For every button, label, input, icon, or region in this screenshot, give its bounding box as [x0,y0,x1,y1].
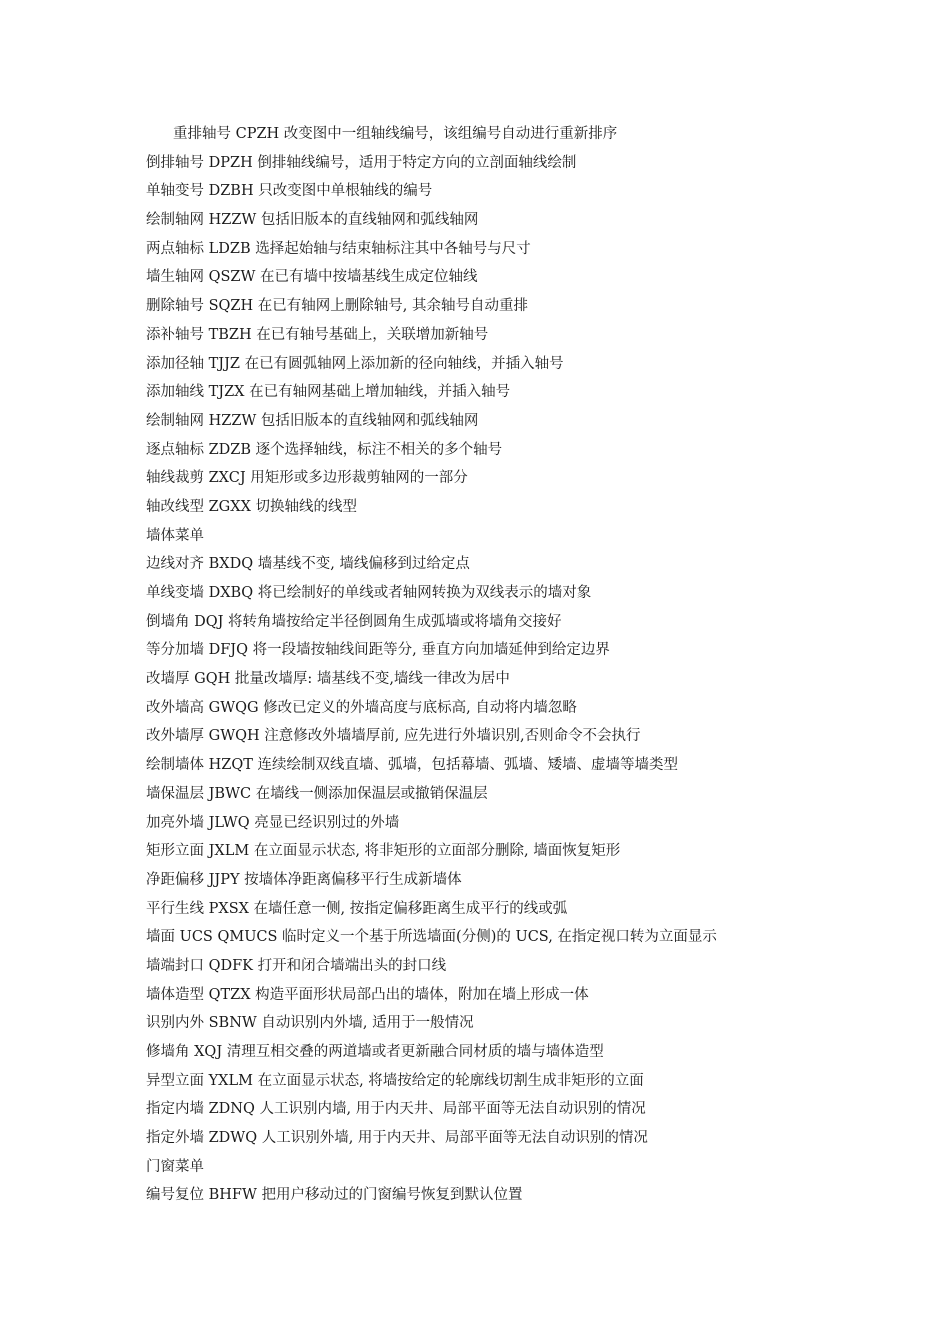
text-line: 改墙厚 GQH 批量改墙厚: 墙基线不变,墙线一律改为居中 [146,671,510,688]
text-line: 绘制墙体 HZQT 连续绘制双线直墙、弧墙，包括幕墙、弧墙、矮墙、虚墙等墙类型 [146,757,678,774]
text-line: 轴线裁剪 ZXCJ 用矩形或多边形裁剪轴网的一部分 [146,470,468,487]
section-heading-door-window-menu: 门窗菜单 [146,1158,204,1175]
text-line: 墙保温层 JBWC 在墙线一侧添加保温层或撤销保温层 [146,785,488,802]
text-line: 墙体造型 QTZX 构造平面形状局部凸出的墙体，附加在墙上形成一体 [146,986,589,1003]
text-line: 单轴变号 DZBH 只改变图中单根轴线的编号 [146,183,433,200]
text-line: 重排轴号 CPZH 改变图中一组轴线编号，该组编号自动进行重新排序 [173,126,618,142]
text-line: 矩形立面 JXLM 在立面显示状态, 将非矩形的立面部分删除, 墙面恢复矩形 [146,843,621,860]
text-line: 识别内外 SBNW 自动识别内外墙, 适用于一般情况 [146,1015,474,1032]
text-line: 添加轴线 TJZX 在已有轴网基础上增加轴线，并插入轴号 [146,384,511,401]
text-line: 倒排轴号 DPZH 倒排轴线编号，适用于特定方向的立剖面轴线绘制 [146,154,577,171]
text-line: 两点轴标 LDZB 选择起始轴与结束轴标注其中各轴号与尺寸 [146,240,531,257]
text-line: 添补轴号 TBZH 在已有轴号基础上，关联增加新轴号 [146,326,489,343]
text-line: 边线对齐 BXDQ 墙基线不变, 墙线偏移到过给定点 [146,556,470,573]
text-line: 单线变墙 DXBQ 将已绘制好的单线或者轴网转换为双线表示的墙对象 [146,585,592,601]
text-line: 逐点轴标 ZDZB 逐个选择轴线，标注不相关的多个轴号 [146,441,503,458]
text-line: 等分加墙 DFJQ 将一段墙按轴线间距等分, 垂直方向加墙延伸到给定边界 [146,642,610,659]
text-line: 指定外墙 ZDWQ 人工识别外墙, 用于内天井、局部平面等无法自动识别的情况 [146,1130,648,1147]
text-line: 指定内墙 ZDNQ 人工识别内墙, 用于内天井、局部平面等无法自动识别的情况 [146,1101,646,1118]
text-line: 删除轴号 SQZH 在已有轴网上删除轴号, 其余轴号自动重排 [146,298,528,315]
text-line: 墙面 UCS QMUCS 临时定义一个基于所选墙面(分侧)的 UCS, 在指定视口转为立面显示 [146,929,717,946]
text-line: 墙端封口 QDFK 打开和闭合墙端出头的封口线 [146,957,447,974]
text-line: 绘制轴网 HZZW 包括旧版本的直线轴网和弧线轴网 [146,212,479,229]
text-line: 改外墙高 GWQG 修改已定义的外墙高度与底标高, 自动将内墙忽略 [146,699,577,716]
text-line: 添加径轴 TJJZ 在已有圆弧轴网上添加新的径向轴线，并插入轴号 [146,355,564,372]
text-line: 编号复位 BHFW 把用户移动过的门窗编号恢复到默认位置 [146,1187,523,1204]
text-line: 倒墙角 DQJ 将转角墙按给定半径倒圆角生成弧墙或将墙角交接好 [146,613,562,630]
text-line: 平行生线 PXSX 在墙任意一侧, 按指定偏移距离生成平行的线或弧 [146,900,568,917]
text-line: 净距偏移 JJPY 按墙体净距离偏移平行生成新墙体 [146,871,462,888]
text-line: 加亮外墙 JLWQ 亮显已经识别过的外墙 [146,814,400,831]
text-line: 改外墙厚 GWQH 注意修改外墙墙厚前, 应先进行外墙识别,否则命令不会执行 [146,728,641,745]
text-line: 墙生轴网 QSZW 在已有墙中按墙基线生成定位轴线 [146,269,478,286]
document-body [146,120,926,1210]
section-heading-wall-menu: 墙体菜单 [146,527,204,544]
text-line: 异型立面 YXLM 在立面显示状态, 将墙按给定的轮廓线切割生成非矩形的立面 [146,1072,644,1089]
text-line: 修墙角 XQJ 清理互相交叠的两道墙或者更新融合同材质的墙与墙体造型 [146,1044,604,1060]
text-line: 轴改线型 ZGXX 切换轴线的线型 [146,498,358,515]
text-line: 绘制轴网 HZZW 包括旧版本的直线轴网和弧线轴网 [146,412,479,429]
